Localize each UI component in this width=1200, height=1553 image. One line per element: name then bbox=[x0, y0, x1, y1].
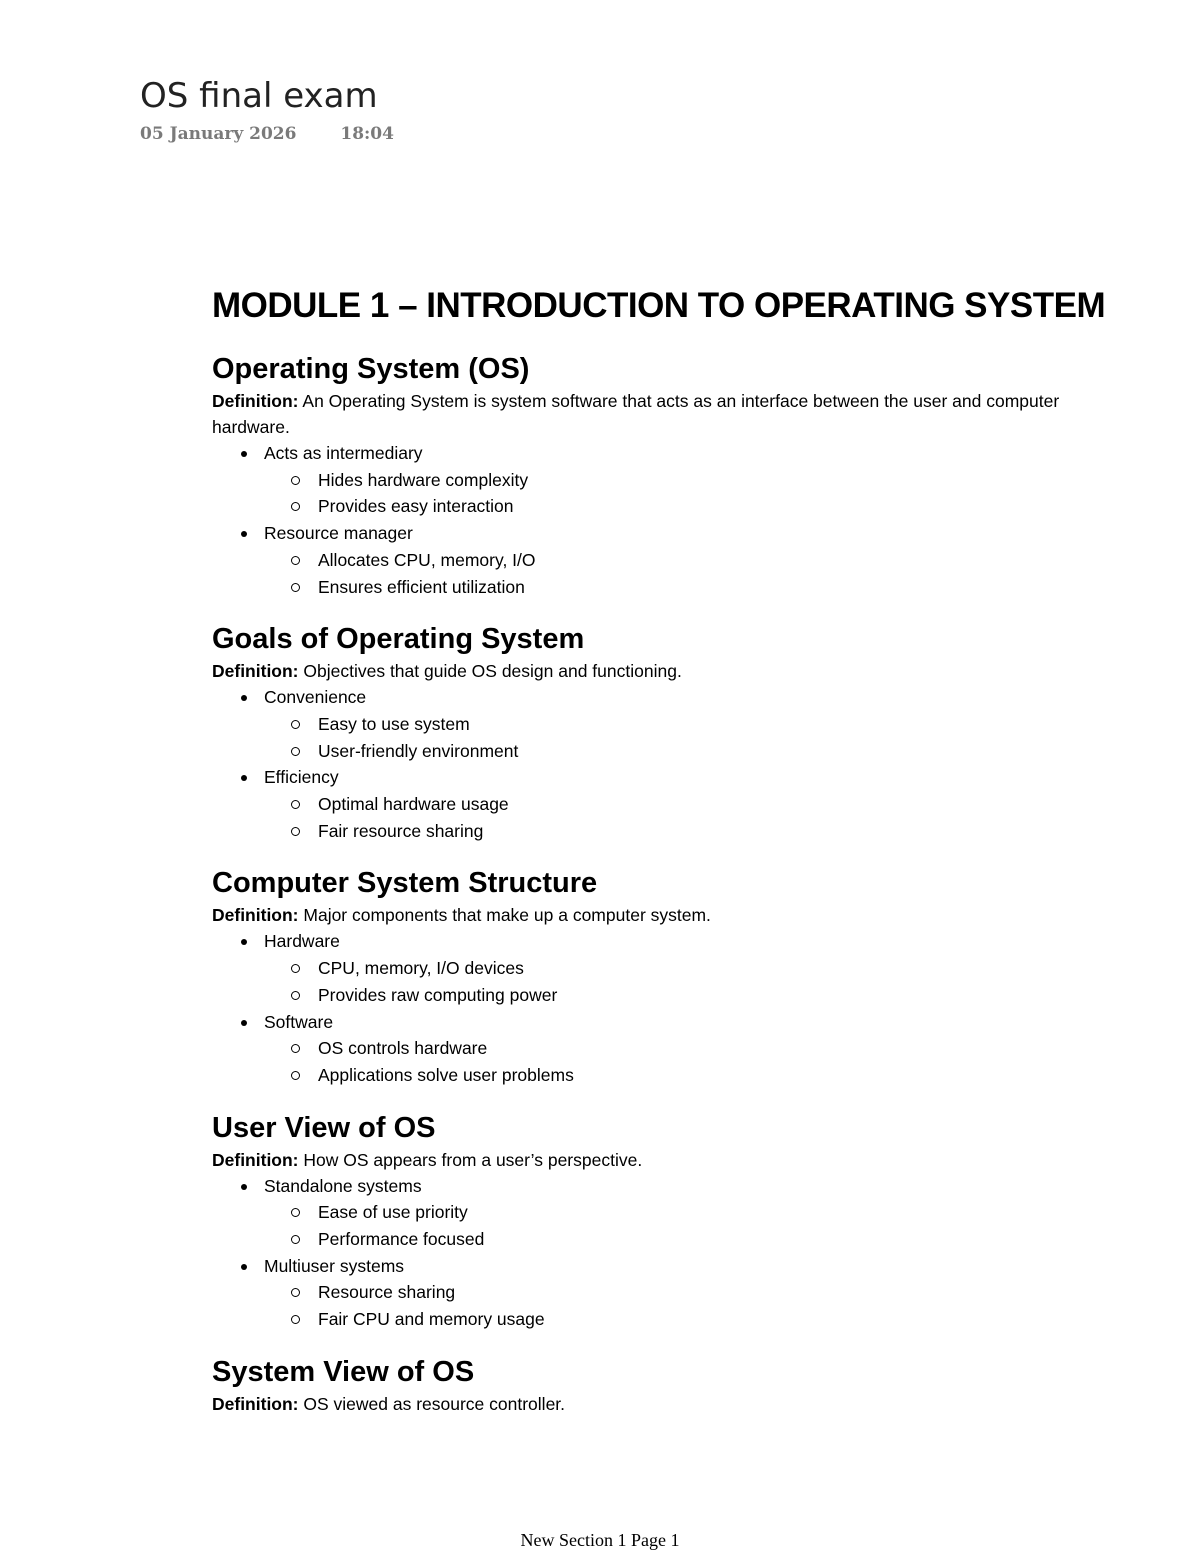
bullet-circle-icon bbox=[291, 556, 300, 565]
list-item-label: Efficiency bbox=[264, 767, 339, 788]
bullet-circle-icon bbox=[291, 1235, 300, 1244]
definition-label: Definition: bbox=[212, 391, 299, 411]
sub-list-item-label: Ease of use priority bbox=[318, 1202, 468, 1223]
list-item-label: Hardware bbox=[264, 931, 340, 952]
list-item-label: Convenience bbox=[264, 687, 367, 708]
sub-list-item-label: Easy to use system bbox=[318, 713, 470, 734]
section bbox=[212, 1353, 1172, 1417]
note-date: 05 January 2026 bbox=[140, 124, 297, 144]
bullet-circle-icon bbox=[291, 1071, 300, 1080]
note-meta bbox=[140, 124, 394, 144]
note-title[interactable]: OS final exam bbox=[140, 76, 378, 116]
sub-bullet-list bbox=[212, 1035, 1172, 1088]
section bbox=[212, 350, 1172, 600]
definition bbox=[212, 658, 1082, 684]
sub-list-item bbox=[264, 1226, 1172, 1253]
sub-list-item-label: User-friendly environment bbox=[318, 740, 519, 761]
sub-list-item-label: Hides hardware complexity bbox=[318, 469, 529, 490]
sub-bullet-list bbox=[212, 791, 1172, 844]
bullet-circle-icon bbox=[291, 1315, 300, 1324]
sections-container bbox=[212, 350, 1172, 1417]
bullet-list bbox=[212, 928, 1172, 1088]
list-item bbox=[212, 764, 1172, 844]
bullet-disc-icon bbox=[241, 775, 247, 781]
bullet-circle-icon bbox=[291, 1208, 300, 1217]
section-title: System View of OS bbox=[212, 1355, 475, 1388]
list-item bbox=[212, 440, 1172, 520]
definition bbox=[212, 902, 1082, 928]
bullet-circle-icon bbox=[291, 964, 300, 973]
sub-list-item bbox=[264, 1035, 1172, 1062]
page-footer: New Section 1 Page 1 bbox=[520, 1530, 680, 1550]
sub-list-item-label: CPU, memory, I/O devices bbox=[318, 958, 524, 979]
bullet-circle-icon bbox=[291, 502, 300, 511]
note-header bbox=[140, 74, 394, 144]
sub-list-item bbox=[264, 1306, 1172, 1333]
note-content[interactable] bbox=[212, 282, 1172, 1417]
sub-list-item-label: Allocates CPU, memory, I/O bbox=[318, 549, 536, 570]
bullet-circle-icon bbox=[291, 1044, 300, 1053]
list-item bbox=[212, 1253, 1172, 1333]
section bbox=[212, 864, 1172, 1088]
sub-list-item bbox=[264, 1199, 1172, 1226]
bullet-circle-icon bbox=[291, 827, 300, 836]
sub-list-item-label: Performance focused bbox=[318, 1229, 485, 1250]
bullet-circle-icon bbox=[291, 991, 300, 1000]
definition bbox=[212, 388, 1082, 440]
list-item bbox=[212, 684, 1172, 764]
sub-list-item bbox=[264, 818, 1172, 845]
sub-list-item-label: Optimal hardware usage bbox=[318, 794, 509, 815]
section-title: Operating System (OS) bbox=[212, 353, 530, 385]
definition-text: Major components that make up a computer system. bbox=[298, 905, 711, 926]
sub-list-item bbox=[264, 738, 1172, 765]
sub-list-item bbox=[264, 1062, 1172, 1089]
section-title: User View of OS bbox=[212, 1111, 436, 1144]
bullet-circle-icon bbox=[291, 583, 300, 592]
definition bbox=[212, 1147, 1082, 1173]
module-title: MODULE 1 – INTRODUCTION TO OPERATING SYSTEM bbox=[212, 286, 1106, 325]
bullet-list bbox=[212, 684, 1172, 844]
sub-list-item bbox=[264, 467, 1172, 494]
bullet-list bbox=[212, 440, 1172, 600]
list-item bbox=[212, 520, 1172, 600]
bullet-disc-icon bbox=[241, 695, 247, 701]
section bbox=[212, 1109, 1172, 1333]
definition-label: Definition: bbox=[212, 1393, 299, 1414]
definition-text: An Operating System is system software that acts as an interface between the user and computer hardware. bbox=[212, 391, 1065, 437]
list-item-label: Acts as intermediary bbox=[264, 443, 423, 463]
list-item-label: Software bbox=[264, 1011, 334, 1032]
sub-list-item-label: OS controls hardware bbox=[318, 1038, 488, 1059]
sub-list-item bbox=[264, 1279, 1172, 1306]
sub-bullet-list bbox=[212, 547, 1172, 600]
definition-text: OS viewed as resource controller. bbox=[298, 1393, 566, 1414]
list-item bbox=[212, 1173, 1172, 1253]
bullet-disc-icon bbox=[241, 939, 247, 945]
definition-text: How OS appears from a user’s perspective. bbox=[298, 1149, 643, 1170]
sub-bullet-list bbox=[212, 1279, 1172, 1332]
sub-list-item bbox=[264, 574, 1172, 601]
section-title: Computer System Structure bbox=[212, 867, 598, 900]
definition-label: Definition: bbox=[212, 905, 299, 926]
bullet-disc-icon bbox=[241, 1020, 247, 1026]
bullet-circle-icon bbox=[291, 800, 300, 809]
sub-list-item bbox=[264, 982, 1172, 1009]
section-title: Goals of Operating System bbox=[212, 623, 585, 656]
list-item-label: Standalone systems bbox=[264, 1175, 422, 1196]
sub-bullet-list bbox=[212, 955, 1172, 1008]
sub-list-item bbox=[264, 493, 1172, 520]
sub-list-item bbox=[264, 711, 1172, 738]
bullet-circle-icon bbox=[291, 747, 300, 756]
bullet-disc-icon bbox=[241, 531, 247, 537]
sub-list-item-label: Ensures efficient utilization bbox=[318, 576, 525, 597]
sub-bullet-list bbox=[212, 1199, 1172, 1252]
sub-list-item bbox=[264, 791, 1172, 818]
definition bbox=[212, 1391, 1082, 1417]
list-item bbox=[212, 1009, 1172, 1089]
bullet-circle-icon bbox=[291, 1288, 300, 1297]
list-item-label: Multiuser systems bbox=[264, 1255, 405, 1276]
definition-text: Objectives that guide OS design and functioning. bbox=[298, 661, 682, 682]
list-item-label: Resource manager bbox=[264, 523, 413, 544]
sub-list-item-label: Resource sharing bbox=[318, 1282, 456, 1303]
sub-bullet-list bbox=[212, 467, 1172, 520]
bullet-disc-icon bbox=[241, 1184, 247, 1190]
sub-list-item-label: Applications solve user problems bbox=[318, 1064, 574, 1085]
sub-list-item-label: Provides raw computing power bbox=[318, 984, 558, 1005]
sub-bullet-list bbox=[212, 711, 1172, 764]
sub-list-item-label: Fair resource sharing bbox=[318, 820, 484, 841]
definition-label: Definition: bbox=[212, 661, 299, 682]
sub-list-item bbox=[264, 955, 1172, 982]
bullet-disc-icon bbox=[241, 451, 247, 457]
sub-list-item-label: Fair CPU and memory usage bbox=[318, 1309, 545, 1330]
definition-label: Definition: bbox=[212, 1149, 299, 1170]
sub-list-item-label: Provides easy interaction bbox=[318, 496, 514, 517]
list-item bbox=[212, 928, 1172, 1008]
bullet-disc-icon bbox=[241, 1264, 247, 1270]
bullet-list bbox=[212, 1173, 1172, 1333]
sub-list-item bbox=[264, 547, 1172, 574]
bullet-circle-icon bbox=[291, 720, 300, 729]
note-time: 18:04 bbox=[340, 124, 394, 144]
bullet-circle-icon bbox=[291, 476, 300, 485]
section bbox=[212, 620, 1172, 844]
